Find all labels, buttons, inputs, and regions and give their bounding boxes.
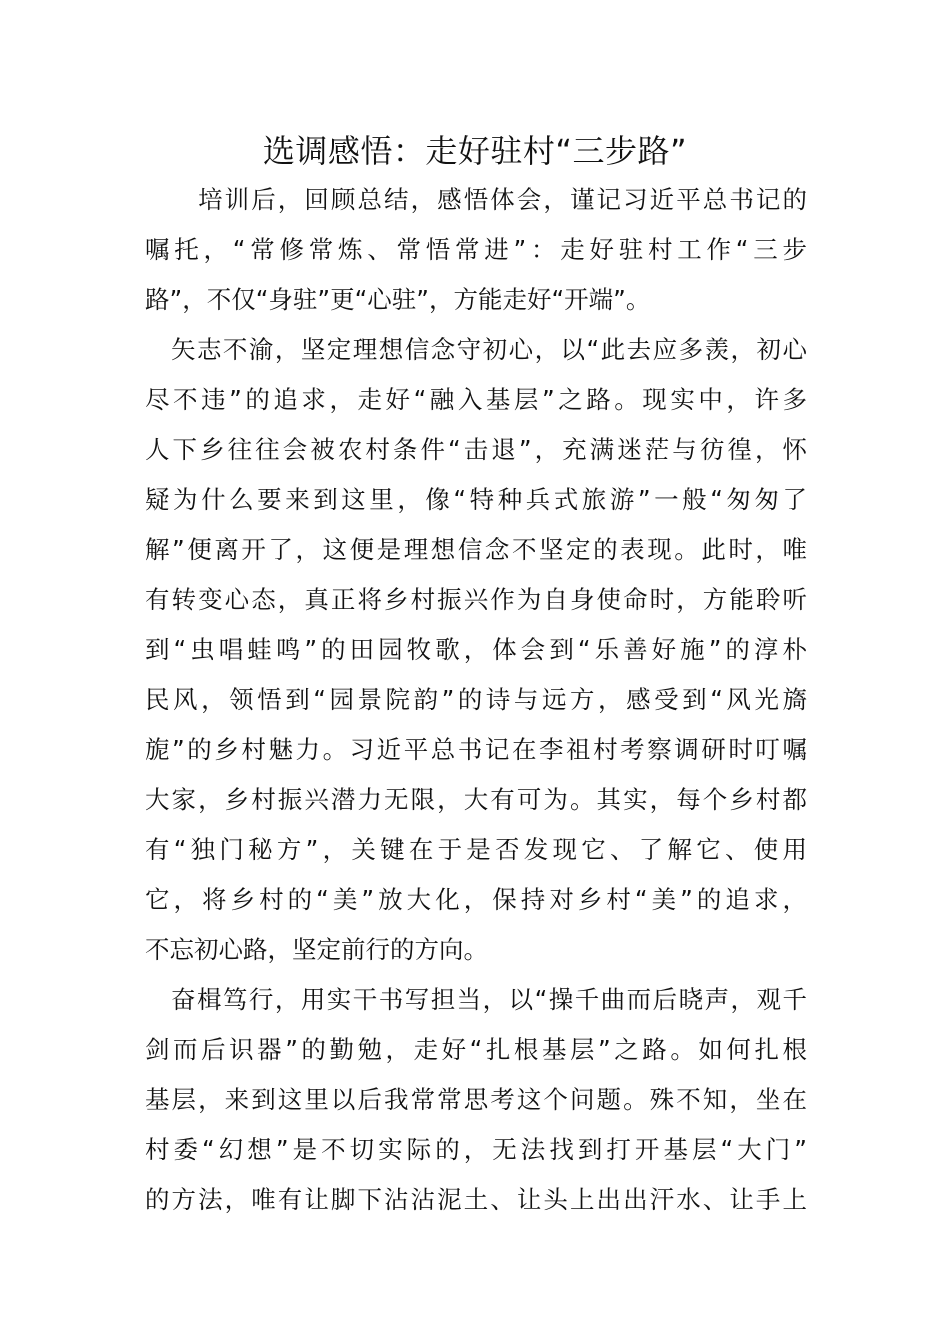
- text-line-5: 尽不违”的追求，走好“融入基层”之路。现实中，许多: [145, 385, 807, 414]
- text-line-18: 剑而后识器”的勤勉，走好“扎根基层”之路。如何扎根: [145, 1035, 807, 1064]
- text-line-12: 旎”的乡村魅力。习近平总书记在李祖村考察调研时叮嘱: [145, 735, 807, 764]
- text-line-4: 矢志不渝，坚定理想信念守初心，以“此去应多羡，初心: [145, 335, 807, 364]
- text-line-16: 不忘初心路，坚定前行的方向。: [145, 935, 488, 964]
- text-line-21: 的方法，唯有让脚下沾沾泥土、让头上出出汗水、让手上: [145, 1185, 807, 1214]
- text-line-17: 奋楫笃行，用实干书写担当，以“操千曲而后晓声，观千: [145, 985, 807, 1014]
- document-title: 选调感悟：走好驻村“三步路”: [262, 132, 688, 170]
- text-line-15: 它，将乡村的“美”放大化，保持对乡村“美”的追求，: [145, 885, 807, 914]
- text-line-8: 解”便离开了，这便是理想信念不坚定的表现。此时，唯: [145, 535, 807, 564]
- text-line-9: 有转变心态，真正将乡村振兴作为自身使命时，方能聆听: [145, 585, 807, 614]
- text-line-20: 村委“幻想”是不切实际的，无法找到打开基层“大门”: [145, 1135, 807, 1164]
- text-line-19: 基层，来到这里以后我常常思考这个问题。殊不知，坐在: [145, 1085, 807, 1114]
- text-line-11: 民风，领悟到“园景院韵”的诗与远方，感受到“风光旖: [145, 685, 807, 714]
- text-line-3: 路”，不仅“身驻”更“心驻”，方能走好“开端”。: [145, 285, 651, 314]
- text-line-13: 大家，乡村振兴潜力无限，大有可为。其实，每个乡村都: [145, 785, 807, 814]
- text-line-14: 有“独门秘方”，关键在于是否发现它、了解它、使用: [145, 835, 807, 864]
- text-line-7: 疑为什么要来到这里，像“特种兵式旅游”一般“匆匆了: [145, 485, 807, 514]
- text-line-6: 人下乡往往会被农村条件“击退”，充满迷茫与彷徨，怀: [145, 435, 807, 464]
- text-line-2: 嘱托，“常修常炼、常悟常进”：走好驻村工作“三步: [145, 235, 807, 264]
- text-line-1: 培训后，回顾总结，感悟体会，谨记习近平总书记的: [145, 185, 807, 214]
- text-line-10: 到“虫唱蛙鸣”的田园牧歌，体会到“乐善好施”的淳朴: [145, 635, 807, 664]
